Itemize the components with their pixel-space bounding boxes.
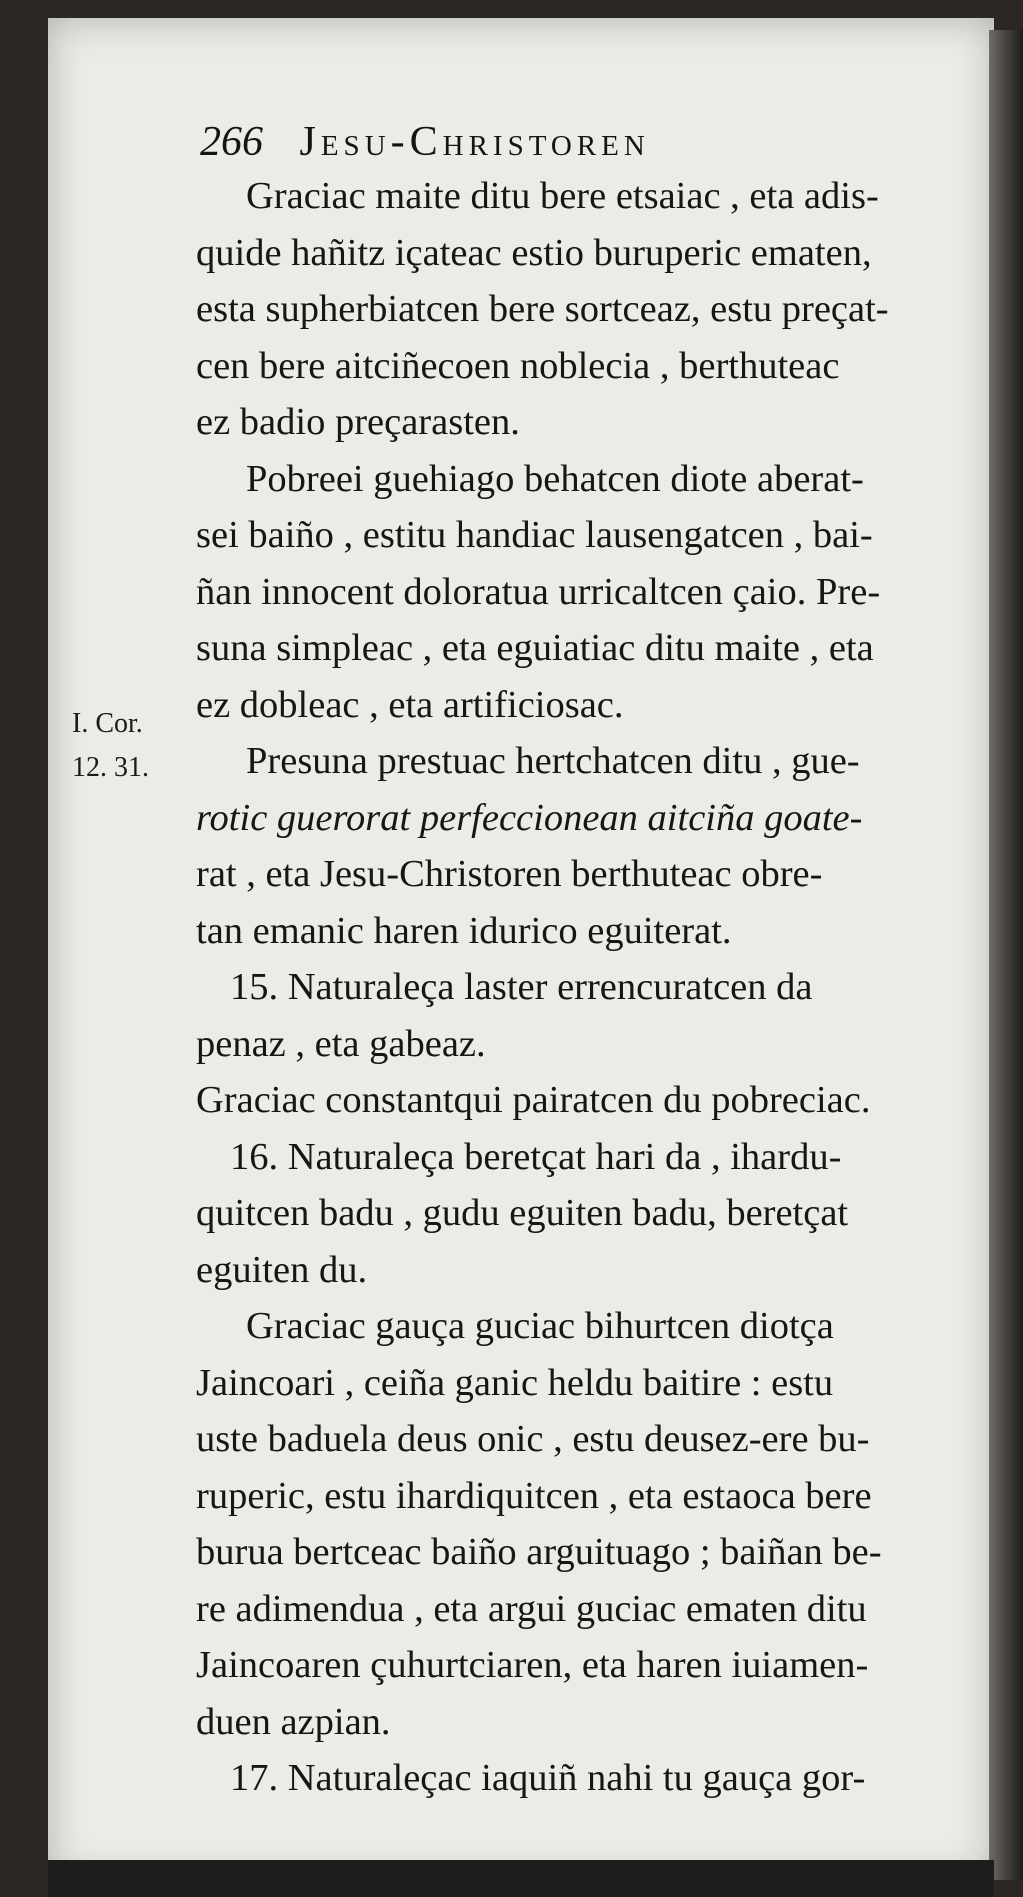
text-line: suna simpleac , eta eguiatiac ditu maite , eta xyxy=(196,627,874,669)
page-number: 266 xyxy=(200,119,263,165)
text-line: Graciac constantqui pairatcen du pobreciac. xyxy=(196,1079,871,1121)
text-line: Jaincoaren çuhurtciaren, eta haren iuiamen- xyxy=(196,1644,869,1686)
text-line: Presuna prestuac hertchatcen ditu , gue- xyxy=(246,740,860,782)
text-line: cen bere aitciñecoen noblecia , berthuteac xyxy=(196,344,840,387)
text-line: ruperic, estu ihardiquitcen , eta estaoca bere xyxy=(196,1474,872,1517)
text-line: quitcen badu , gudu eguiten badu, beretçat xyxy=(196,1192,849,1234)
margin-reference-verse: 12. 31. xyxy=(72,752,149,783)
text-line: esta supherbiatcen bere sortceaz, estu preçat- xyxy=(196,288,889,330)
text-line: quide hañitz içateac estio buruperic ematen, xyxy=(196,231,872,274)
text-line: rotic guerorat perfeccionean aitciña goate- xyxy=(196,796,863,839)
page-bottom-shadow xyxy=(48,1860,994,1897)
text-line: Pobreei guehiago behatcen diote aberat- xyxy=(246,457,864,500)
text-line: Graciac maite ditu bere etsaiac , eta adis- xyxy=(246,175,879,217)
text-line: ñan innocent doloratua urricaltcen çaio. Pre- xyxy=(196,570,881,613)
margin-reference-book: I. Cor. xyxy=(72,708,143,739)
text-line: ez dobleac , eta artificiosac. xyxy=(196,683,624,726)
text-line: 15. Naturaleça laster errencuratcen da xyxy=(230,966,813,1008)
body-text xyxy=(196,168,996,1807)
running-title: Jesu-Christoren xyxy=(299,119,650,165)
text-line: ez badio preçarasten. xyxy=(196,401,520,443)
text-line: rat , eta Jesu-Christoren berthuteac obre- xyxy=(196,853,823,895)
text-line: re adimendua , eta argui guciac ematen ditu xyxy=(196,1587,867,1630)
text-line: 16. Naturaleça beretçat hari da , ihardu- xyxy=(230,1135,842,1178)
text-line: tan emanic haren idurico eguiterat. xyxy=(196,909,732,952)
text-line: Jaincoari , ceiña ganic heldu baitire : estu xyxy=(196,1361,834,1404)
text-line: duen azpian. xyxy=(196,1700,391,1743)
text-line: uste baduela deus onic , estu deusez-ere bu- xyxy=(196,1418,870,1460)
running-header xyxy=(200,118,650,166)
text-line: Graciac gauça guciac bihurtcen diotça xyxy=(246,1305,834,1347)
text-line: sei baiño , estitu handiac lausengatcen , bai- xyxy=(196,514,873,556)
text-line: 17. Naturaleçac iaquiñ nahi tu gauça gor- xyxy=(230,1757,866,1799)
text-line: eguiten du. xyxy=(196,1248,368,1291)
text-line: penaz , eta gabeaz. xyxy=(196,1022,486,1065)
text-line: burua bertceac baiño arguituago ; baiñan be- xyxy=(196,1531,882,1573)
